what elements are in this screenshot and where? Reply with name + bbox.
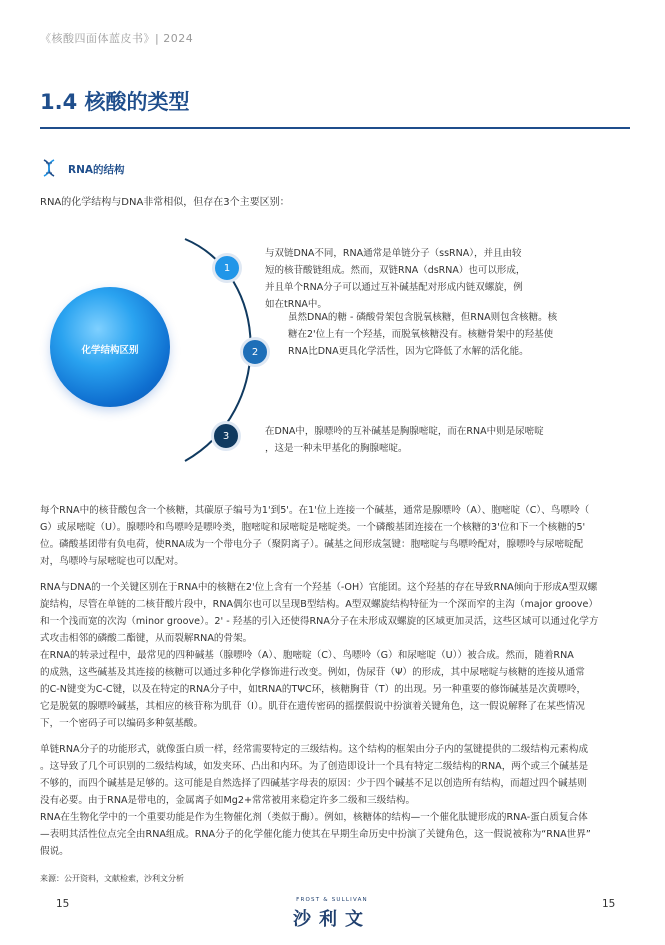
difference-text-2 <box>288 309 558 360</box>
text-line: 不够的，而四个碱基是足够的。这可能是自然选择了四碱基字母表的原因：少于四个碱基不足以创造所有结构，而超过四个碱基则 <box>40 778 587 789</box>
text-line: 没有必要。由于RNA是带电的，金属离子如Mg2+常常被用来稳定许多二级和三级结构。 <box>40 795 416 806</box>
text-line: 位。磷酸基团带有负电荷，使RNA成为一个带电分子（聚阴离子）。碱基之间形成氢键：胞嘧啶与鸟嘌呤配对，腺嘌呤与尿嘧啶配 <box>40 539 584 550</box>
text-line: 和一个浅而宽的次沟（minor groove）。2' - 羟基的引入还使得RNA分子在未形成双螺旋的区域更加灵活，这些区域可以通过化学方 <box>40 616 599 627</box>
text-line: 的C-N键变为C-C键，以及在特定的RNA分子中，如tRNA的TΨC环，核糖胸苷（T）的出现。另一种重要的修饰碱基是次黄嘌呤， <box>40 684 587 695</box>
text-line: 短的核苷酸链组成。然而，双链RNA（dsRNA）也可以形成， <box>265 265 526 276</box>
text-line: RNA与DNA的一个关键区别在于RNA中的核糖在2'位上含有一个羟基（-OH）官能团。这个羟基的存在导致RNA倾向于形成A型双螺 <box>40 582 598 593</box>
paragraph-2 <box>40 579 625 647</box>
difference-text-1 <box>265 245 535 313</box>
node-3: 3 <box>211 421 241 451</box>
paragraph-5 <box>40 809 625 860</box>
structure-diagram <box>0 225 665 475</box>
source-note: 来源：公开资料，文献检索，沙利文分析 <box>40 874 184 883</box>
paragraph-1 <box>40 502 625 570</box>
text-line: 并且单个RNA分子可以通过互补碱基配对形成内链双螺旋，例 <box>265 282 523 293</box>
text-line: 旋结构，尽管在单链的二核苷酸片段中，RNA偶尔也可以呈现B型结构。A型双螺旋结构特征为一个深而窄的主沟（major groove） <box>40 599 598 610</box>
logo-subtitle: FROST & SULLIVAN <box>296 897 368 903</box>
text-line: 式攻击相邻的磷酸二酯键，从而裂解RNA的骨架。 <box>40 633 253 644</box>
text-line: 下，一个密码子可以编码多种氨基酸。 <box>40 718 204 729</box>
text-line: 虽然DNA的糖 - 磷酸骨架包含脱氧核糖，但RNA则包含核糖。核 <box>288 312 558 323</box>
text-line: RNA比DNA更具化学活性，因为它降低了水解的活化能。 <box>288 346 529 357</box>
dna-icon <box>40 158 58 178</box>
text-line: RNA在生物化学中的一个重要功能是作为生物催化剂（类似于酶）。例如，核糖体的结构—一个催化肽键形成的RNA-蛋白质复合体 <box>40 812 588 823</box>
text-line: 在RNA的转录过程中，最常见的四种碱基（腺嘌呤（A）、胞嘧啶（C）、鸟嘌呤（G）和尿嘧啶（U））被合成。然而，随着RNA <box>40 650 574 661</box>
node-1: 1 <box>212 253 242 283</box>
paragraph-4 <box>40 741 625 809</box>
report-header: 《核酸四面体蓝皮书》| 2024 <box>40 32 194 45</box>
text-line: 。这导致了几个可识别的二级结构域，如发夹环、凸出和内环。为了创造即设计一个具有特定二级结构的RNA，两个或三个碱基是 <box>40 761 589 772</box>
brand-logo: 沙利文 <box>293 909 371 930</box>
text-line: 的成熟，这些碱基及其连接的核糖可以通过多种化学修饰进行改变。例如，伪尿苷（Ψ）的形成，其中尿嘧啶与核糖的连接从通常 <box>40 667 585 678</box>
page-title: 1.4 核酸的类型 <box>40 90 190 114</box>
text-line: ，这是一种未甲基化的胸腺嘧啶。 <box>265 443 408 454</box>
text-line: 如在tRNA中。 <box>265 299 327 310</box>
text-line: 与双链DNA不同，RNA通常是单链分子（ssRNA），并且由较 <box>265 248 522 259</box>
title-divider <box>40 127 630 129</box>
text-line: 对，鸟嘌呤与尿嘧啶也可以配对。 <box>40 556 184 567</box>
text-line: 每个RNA中的核苷酸包含一个核糖，其碳原子编号为1'到5'。在1'位上连接一个碱基，通常是腺嘌呤（A）、胞嘧啶（C）、鸟嘌呤（ <box>40 505 590 516</box>
section-title: RNA的结构 <box>68 164 125 176</box>
text-line: 假说。 <box>40 846 69 857</box>
text-line: 糖在2'位上有一个羟基，而脱氧核糖没有。核糖骨架中的羟基使 <box>288 329 554 340</box>
section-intro: RNA的化学结构与DNA非常相似，但存在3个主要区别： <box>40 197 290 208</box>
text-line: 单链RNA分子的功能形式，就像蛋白质一样，经常需要特定的三级结构。这个结构的框架由分子内的氢键提供的二级结构元素构成 <box>40 744 589 755</box>
text-line: —表明其活性位点完全由RNA组成。RNA分子的化学催化能力使其在早期生命历史中扮演了关键角色，这一假说被称为“RNA世界” <box>40 829 591 840</box>
text-line: 在DNA中，腺嘌呤的互补碱基是胸腺嘧啶，而在RNA中则是尿嘧啶 <box>265 426 544 437</box>
page-number-left: 15 <box>56 898 70 910</box>
difference-text-3 <box>265 423 555 457</box>
paragraph-3 <box>40 647 625 732</box>
node-2: 2 <box>240 337 270 367</box>
text-line: G）或尿嘧啶（U）。腺嘌呤和鸟嘌呤是嘌呤类，胞嘧啶和尿嘧啶是嘧啶类。一个磷酸基团连接在一个核糖的3'位和下一个核糖的5' <box>40 522 586 533</box>
center-label: 化学结构区别 <box>81 345 139 356</box>
page-number-right: 15 <box>602 898 616 910</box>
text-line: 它是脱氨的腺嘌呤碱基，其相应的核苷称为肌苷（I）。肌苷在遗传密码的摇摆假说中扮演着关键角色，这一假说解释了在某些情况 <box>40 701 585 712</box>
